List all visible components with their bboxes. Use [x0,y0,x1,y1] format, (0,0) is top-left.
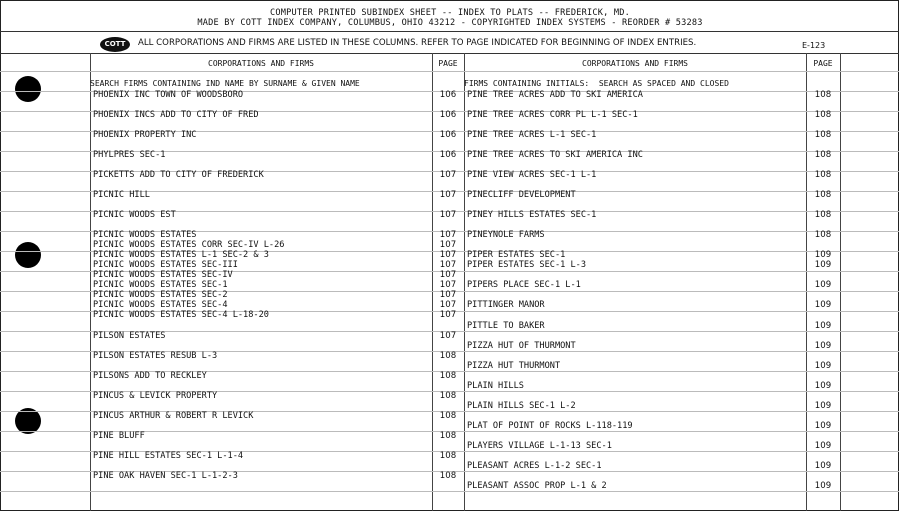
notice-divider [0,53,899,54]
left-entry-name: PICNIC WOODS ESTATES CORR SEC-IV L-26 [93,240,285,250]
right-entry-name: PLAYERS VILLAGE L-1-13 SEC-1 [467,441,612,451]
right-entry-name: PLAT OF POINT OF ROCKS L-118-119 [467,421,633,431]
publisher-line: MADE BY COTT INDEX COMPANY, COLUMBUS, OHIO 43212 - COPYRIGHTED INDEX SYSTEMS - REORDER # 53283 [197,18,703,28]
right-entry-name: PIPERS PLACE SEC-1 L-1 [467,280,581,290]
left-entry-page: 106 [439,110,457,120]
left-entry-name: PICNIC WOODS ESTATES L-1 SEC-2 & 3 [93,250,269,260]
left-entry-name: PHOENIX INCS ADD TO CITY OF FRED [93,110,259,120]
right-entry-page: 109 [814,401,832,411]
right-entry-page: 108 [814,170,832,180]
left-entry-name: PICNIC HILL [93,190,150,200]
sheet-number: E-123 [802,41,826,50]
right-entry-name: PINE TREE ACRES ADD TO SKI AMERICA [467,90,643,100]
right-entry-name: PINEY HILLS ESTATES SEC-1 [467,210,597,220]
left-entry-page: 107 [439,240,457,250]
left-entry-page: 106 [439,150,457,160]
left-entry-name: PHOENIX PROPERTY INC [93,130,197,140]
right-entry-name: PINEYNOLE FARMS [467,230,545,240]
left-entry-page: 106 [439,90,457,100]
left-entry-page: 107 [439,270,457,280]
right-entry-page: 108 [814,150,832,160]
left-entry-name: PINCUS ARTHUR & ROBERT R LEVICK [93,411,254,421]
right-entry-page: 108 [814,230,832,240]
left-entry-page: 108 [439,451,457,461]
right-entry-page: 109 [814,300,832,310]
left-margin-line [90,53,91,511]
left-entry-name: PINCUS & LEVICK PROPERTY [93,391,218,401]
right-entry-page: 109 [814,461,832,471]
left-entry-name: PICNIC WOODS EST [93,210,176,220]
right-column-heading: CORPORATIONS AND FIRMS [582,59,688,68]
right-entry-page: 108 [814,130,832,140]
right-entry-name: PITTLE TO BAKER [467,321,545,331]
right-entry-name: PINE TREE ACRES L-1 SEC-1 [467,130,597,140]
binder-hole [15,242,41,268]
right-entry-page: 108 [814,190,832,200]
left-column-heading: CORPORATIONS AND FIRMS [208,59,314,68]
right-entry-page: 109 [814,321,832,331]
left-entry-name: PINE OAK HAVEN SEC-1 L-1-2-3 [93,471,238,481]
right-entry-page: 109 [814,381,832,391]
left-entry-name: PILSONS ADD TO RECKLEY [93,371,207,381]
left-entry-page: 107 [439,250,457,260]
header-divider [0,31,899,32]
left-entry-name: PICNIC WOODS ESTATES SEC-1 [93,280,228,290]
left-entry-page: 107 [439,210,457,220]
left-entry-name: PILSON ESTATES [93,331,166,341]
right-entry-name: PINE TREE ACRES TO SKI AMERICA INC [467,150,643,160]
right-entry-page: 108 [814,210,832,220]
right-entry-name: PIZZA HUT OF THURMONT [467,341,576,351]
left-entry-name: PICNIC WOODS ESTATES SEC-4 L-18-20 [93,310,269,320]
left-entry-name: PICNIC WOODS ESTATES SEC-IV [93,270,233,280]
right-entry-name: PIZZA HUT THURMONT [467,361,561,371]
left-column-instruction: SEARCH FIRMS CONTAINING IND NAME BY SURNAME & GIVEN NAME [90,79,360,88]
left-entry-page: 108 [439,431,457,441]
sheet-title: COMPUTER PRINTED SUBINDEX SHEET -- INDEX TO PLATS -- FREDERICK, MD. [269,8,631,18]
left-entry-page: 107 [439,310,457,320]
left-entry-name: PICNIC WOODS ESTATES SEC-4 [93,300,228,310]
right-entry-name: PLAIN HILLS SEC-1 L-2 [467,401,576,411]
left-entry-page: 107 [439,190,457,200]
right-entry-page: 109 [814,250,832,260]
right-entry-page: 109 [814,421,832,431]
left-entry-page: 107 [439,230,457,240]
left-entry-page: 107 [439,331,457,341]
right-entry-page: 109 [814,280,832,290]
left-entry-page: 108 [439,351,457,361]
right-entry-page: 109 [814,341,832,351]
listing-notice: ALL CORPORATIONS AND FIRMS ARE LISTED IN THESE COLUMNS. REFER TO PAGE INDICATED FOR BEGINNING OF INDEX ENTRIES. [138,38,697,48]
right-entry-page: 109 [814,441,832,451]
left-entry-page: 107 [439,290,457,300]
right-entry-name: PITTINGER MANOR [467,300,545,310]
left-entry-page: 108 [439,371,457,381]
ruled-line [0,491,899,492]
left-entry-name: PICNIC WOODS ESTATES SEC-III [93,260,238,270]
left-entry-name: PHOENIX INC TOWN OF WOODSBORO [93,90,244,100]
left-entry-page: 107 [439,260,457,270]
left-entry-page: 107 [439,280,457,290]
right-column-instruction: FIRMS CONTAINING INITIALS: SEARCH AS SPACED AND CLOSED [464,79,729,88]
right-page-heading: PAGE [813,59,833,68]
left-entry-page: 106 [439,130,457,140]
left-entry-name: PHYLPRES SEC-1 [93,150,166,160]
left-entry-name: PINE HILL ESTATES SEC-1 L-1-4 [93,451,244,461]
right-margin-line [840,53,841,511]
right-entry-name: PINE VIEW ACRES SEC-1 L-1 [467,170,597,180]
right-entry-name: PINE TREE ACRES CORR PL L-1 SEC-1 [467,110,638,120]
left-entry-page: 108 [439,471,457,481]
right-entry-name: PIPER ESTATES SEC-1 [467,250,566,260]
right-entry-page: 109 [814,260,832,270]
left-entry-name: PINE BLUFF [93,431,145,441]
right-entry-page: 109 [814,481,832,491]
cott-logo-icon: COTT [100,37,130,52]
right-entry-name: PINECLIFF DEVELOPMENT [467,190,576,200]
left-entry-name: PICNIC WOODS ESTATES SEC-2 [93,290,228,300]
left-entry-page: 107 [439,170,457,180]
right-entry-name: PLEASANT ASSOC PROP L-1 & 2 [467,481,607,491]
left-entry-name: PILSON ESTATES RESUB L-3 [93,351,218,361]
right-entry-name: PIPER ESTATES SEC-1 L-3 [467,260,586,270]
right-entry-name: PLAIN HILLS [467,381,524,391]
ruled-line [0,71,899,72]
binder-hole [15,76,41,102]
right-entry-page: 108 [814,110,832,120]
left-entry-page: 107 [439,300,457,310]
right-entry-page: 108 [814,90,832,100]
left-page-heading: PAGE [438,59,458,68]
left-entry-name: PICNIC WOODS ESTATES [93,230,197,240]
left-entry-name: PICKETTS ADD TO CITY OF FREDERICK [93,170,264,180]
left-entry-page: 108 [439,411,457,421]
right-entry-name: PLEASANT ACRES L-1-2 SEC-1 [467,461,602,471]
right-entry-page: 109 [814,361,832,371]
left-entry-page: 108 [439,391,457,401]
